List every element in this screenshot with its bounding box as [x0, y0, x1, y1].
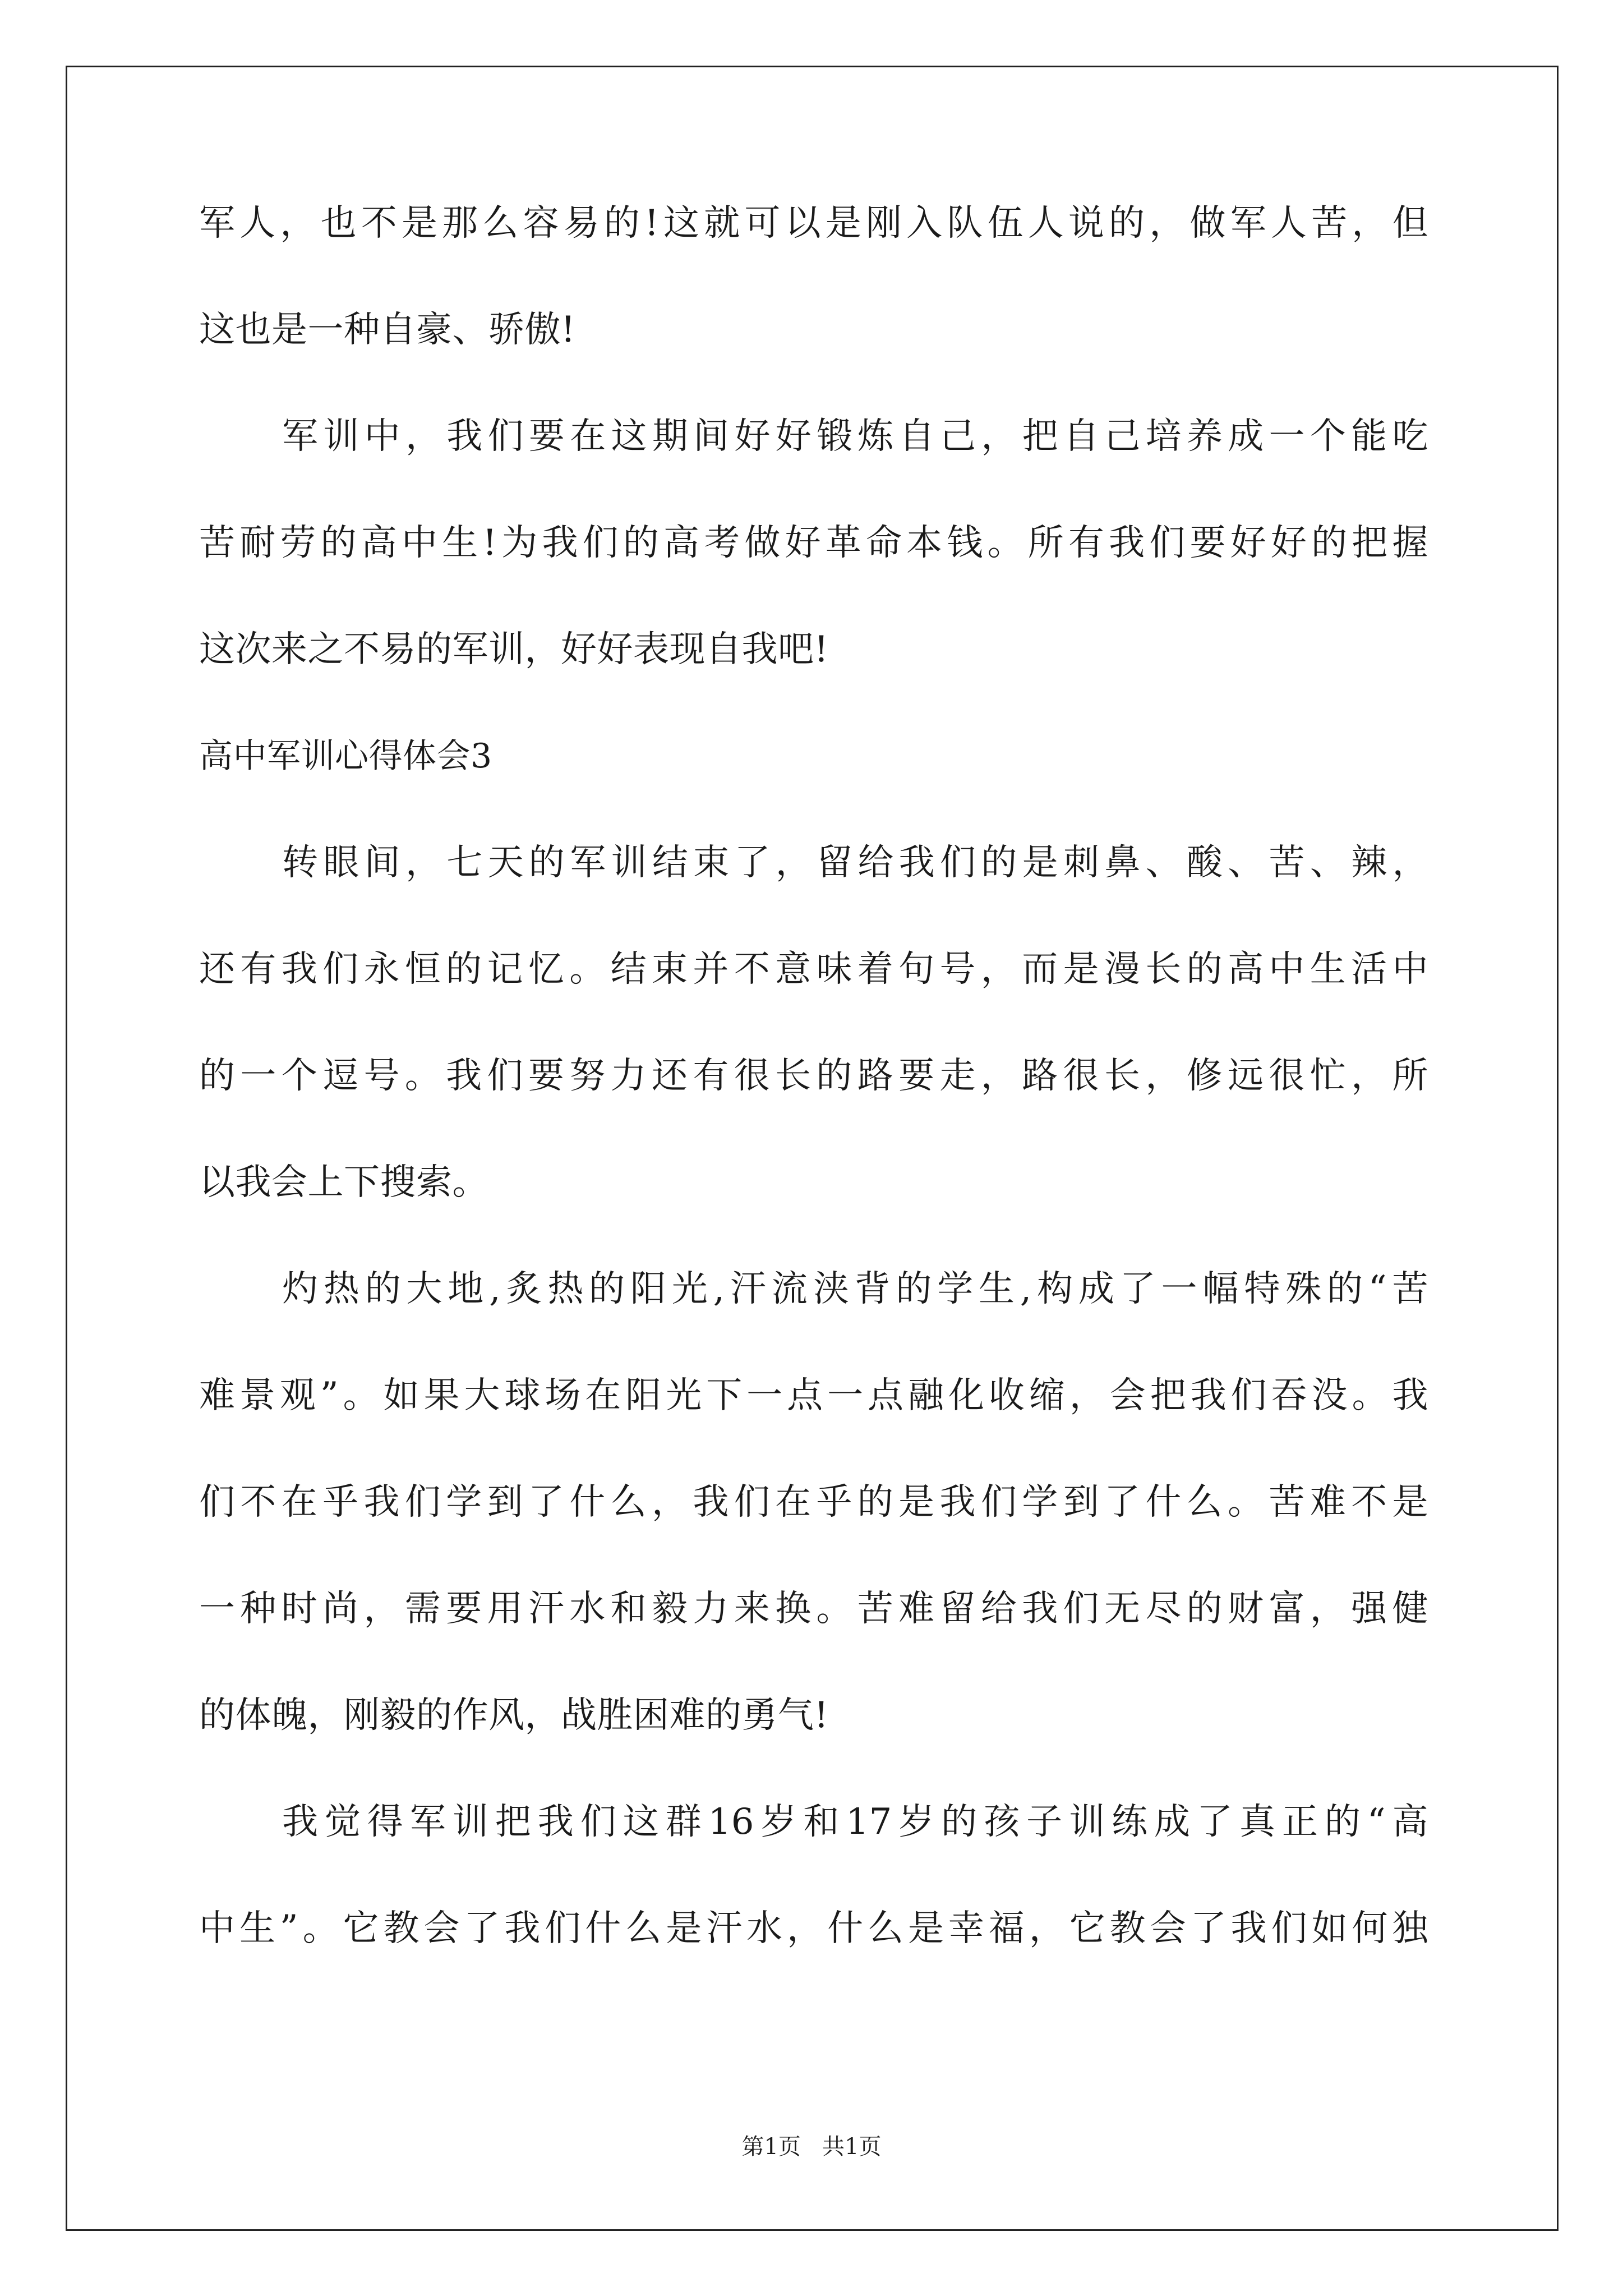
page-footer: 第1页 共1页	[741, 2134, 882, 2160]
text-line: 还有我们永恒的记忆。结束并不意味着句号，而是漫长的高中生活中	[199, 949, 1428, 990]
text-line: 军人，也不是那么容易的!这就可以是刚入队伍人说的，做军人苦，但	[199, 203, 1428, 244]
text-line: 难景观”。如果大球场在阳光下一点一点融化收缩，会把我们吞没。我	[199, 1375, 1428, 1416]
text-line: 这也是一种自豪、骄傲!	[199, 309, 576, 351]
text-line: 这次来之不易的军训，好好表现自我吧!	[199, 629, 829, 670]
section-heading: 高中军训心得体会3	[199, 737, 492, 776]
text-line: 的一个逗号。我们要努力还有很长的路要走，路很长，修远很忙，所	[199, 1055, 1428, 1097]
text-line: 的体魄，刚毅的作风，战胜困难的勇气!	[199, 1695, 829, 1736]
text-line: 转眼间，七天的军训结束了，留给我们的是刺鼻、酸、苦、辣，	[282, 842, 1428, 884]
text-line: 以我会上下搜索。	[199, 1162, 488, 1203]
text-line: 灼热的大地,炙热的阳光,汗流浃背的学生,构成了一幅特殊的“苦	[282, 1268, 1428, 1310]
text-line: 一种时尚，需要用汗水和毅力来换。苦难留给我们无尽的财富，强健	[199, 1588, 1428, 1630]
text-line: 我觉得军训把我们这群16岁和17岁的孩子训练成了真正的“高	[282, 1801, 1428, 1843]
text-line: 们不在乎我们学到了什么，我们在乎的是我们学到了什么。苦难不是	[199, 1481, 1428, 1523]
text-line: 军训中，我们要在这期间好好锻炼自己，把自己培养成一个能吃	[282, 416, 1428, 457]
text-line: 中生”。它教会了我们什么是汗水，什么是幸福，它教会了我们如何独	[199, 1908, 1428, 1949]
text-line: 苦耐劳的高中生!为我们的高考做好革命本钱。所有我们要好好的把握	[199, 522, 1428, 564]
document-body	[199, 202, 1428, 2014]
